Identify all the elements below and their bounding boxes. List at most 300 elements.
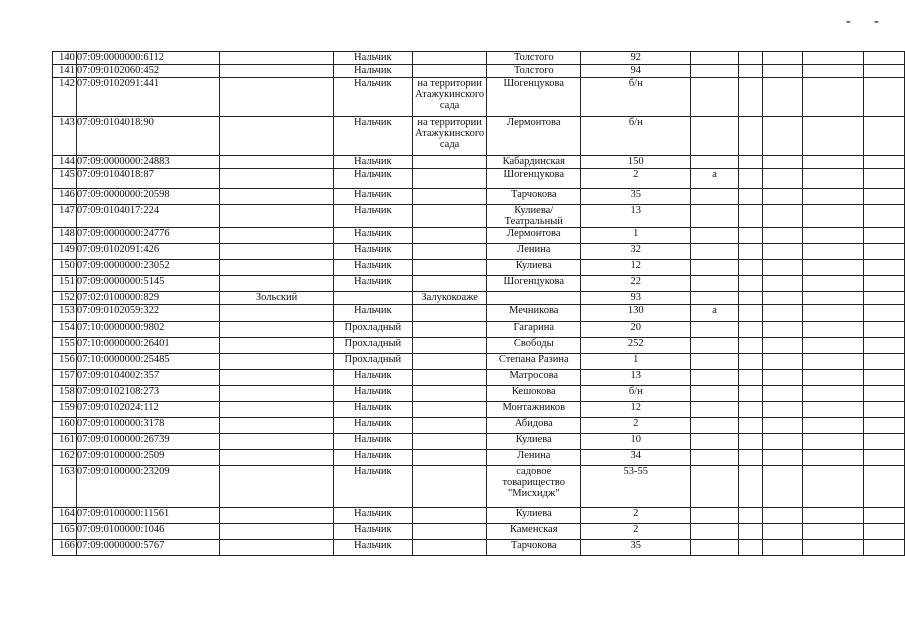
empty-cell: [863, 434, 904, 450]
empty-cell: [863, 386, 904, 402]
street-cell: Мечникова: [487, 305, 581, 322]
letter-cell: [691, 354, 739, 370]
table-row: [53, 52, 905, 65]
house-cell: 35: [581, 540, 691, 556]
row-number: 161: [53, 434, 77, 450]
city-cell: Нальчик: [333, 434, 412, 450]
table-row: [53, 524, 905, 540]
row-number: 156: [53, 354, 77, 370]
empty-cell: [863, 205, 904, 228]
house-cell: 1: [581, 354, 691, 370]
street-cell: Тарчокова: [487, 189, 581, 205]
letter-cell: [691, 540, 739, 556]
cadastral-number: 07:10:0000000:9802: [76, 322, 220, 338]
house-cell: 13: [581, 370, 691, 386]
street-cell: Ленина: [487, 450, 581, 466]
empty-cell: [863, 292, 904, 305]
empty-cell: [762, 52, 802, 65]
cadastral-number: 07:09:0100000:26739: [76, 434, 220, 450]
city-cell: Нальчик: [333, 52, 412, 65]
empty-cell: [802, 466, 863, 508]
row-number: 155: [53, 338, 77, 354]
city-cell: Нальчик: [333, 78, 412, 117]
row-number: 158: [53, 386, 77, 402]
district-cell: [220, 338, 333, 354]
city-cell: Нальчик: [333, 244, 412, 260]
empty-cell: [802, 418, 863, 434]
house-cell: 10: [581, 434, 691, 450]
empty-cell: [762, 338, 802, 354]
house-cell: 32: [581, 244, 691, 260]
table-row: [53, 322, 905, 338]
empty-cell: [863, 450, 904, 466]
empty-cell: [739, 205, 762, 228]
empty-cell: [802, 402, 863, 418]
cadastral-number: 07:09:0000000:5767: [76, 540, 220, 556]
city-cell: Нальчик: [333, 370, 412, 386]
house-cell: 12: [581, 260, 691, 276]
empty-cell: [802, 434, 863, 450]
settlement-cell: на территории Атажукинского сада: [413, 78, 487, 117]
row-number: 165: [53, 524, 77, 540]
house-cell: б/н: [581, 386, 691, 402]
row-number: 152: [53, 292, 77, 305]
street-cell: Шогенцукова: [487, 169, 581, 189]
street-cell: Кабардинская: [487, 156, 581, 169]
street-cell: Каменская: [487, 524, 581, 540]
empty-cell: [762, 78, 802, 117]
table-row: [53, 354, 905, 370]
empty-cell: [863, 169, 904, 189]
letter-cell: [691, 402, 739, 418]
settlement-cell: [413, 169, 487, 189]
table-row: [53, 156, 905, 169]
cadastral-number: 07:09:0102060:452: [76, 65, 220, 78]
table-row: [53, 466, 905, 508]
empty-cell: [739, 434, 762, 450]
empty-cell: [762, 260, 802, 276]
district-cell: [220, 78, 333, 117]
empty-cell: [863, 244, 904, 260]
empty-cell: [802, 228, 863, 244]
street-cell: Толстого: [487, 65, 581, 78]
table-row: [53, 418, 905, 434]
settlement-cell: [413, 260, 487, 276]
table-row: [53, 434, 905, 450]
settlement-cell: [413, 540, 487, 556]
letter-cell: [691, 450, 739, 466]
cadastral-number: 07:09:0102091:441: [76, 78, 220, 117]
city-cell: Нальчик: [333, 189, 412, 205]
empty-cell: [762, 65, 802, 78]
empty-cell: [739, 402, 762, 418]
row-number: 160: [53, 418, 77, 434]
city-cell: Нальчик: [333, 524, 412, 540]
empty-cell: [802, 540, 863, 556]
city-cell: Нальчик: [333, 205, 412, 228]
row-number: 162: [53, 450, 77, 466]
empty-cell: [863, 402, 904, 418]
row-number: 151: [53, 276, 77, 292]
settlement-cell: [413, 52, 487, 65]
house-cell: 92: [581, 52, 691, 65]
district-cell: [220, 354, 333, 370]
table-row: [53, 78, 905, 117]
city-cell: Прохладный: [333, 354, 412, 370]
empty-cell: [739, 354, 762, 370]
row-number: 142: [53, 78, 77, 117]
letter-cell: [691, 65, 739, 78]
city-cell: Нальчик: [333, 402, 412, 418]
letter-cell: [691, 508, 739, 524]
row-number: 146: [53, 189, 77, 205]
cadastral-number: 07:09:0104018:90: [76, 117, 220, 156]
table-row: [53, 189, 905, 205]
house-cell: 2: [581, 418, 691, 434]
cadastral-number: 07:09:0102024:112: [76, 402, 220, 418]
cadastral-number: 07:09:0000000:23052: [76, 260, 220, 276]
city-cell: Нальчик: [333, 65, 412, 78]
empty-cell: [762, 466, 802, 508]
district-cell: [220, 322, 333, 338]
street-cell: Кулиева: [487, 434, 581, 450]
district-cell: [220, 244, 333, 260]
empty-cell: [863, 276, 904, 292]
house-cell: 53-55: [581, 466, 691, 508]
settlement-cell: [413, 205, 487, 228]
district-cell: [220, 305, 333, 322]
street-cell: Абидова: [487, 418, 581, 434]
street-cell: Кешокова: [487, 386, 581, 402]
empty-cell: [802, 386, 863, 402]
table-row: [53, 117, 905, 156]
table-row: [53, 402, 905, 418]
table-row: [53, 228, 905, 244]
cadastral-number: 07:09:0102108:273: [76, 386, 220, 402]
empty-cell: [762, 228, 802, 244]
street-cell: [487, 292, 581, 305]
district-cell: [220, 508, 333, 524]
district-cell: [220, 156, 333, 169]
letter-cell: [691, 228, 739, 244]
empty-cell: [863, 354, 904, 370]
row-number: 147: [53, 205, 77, 228]
row-number: 164: [53, 508, 77, 524]
table-row: [53, 450, 905, 466]
empty-cell: [739, 508, 762, 524]
row-number: 150: [53, 260, 77, 276]
empty-cell: [863, 228, 904, 244]
empty-cell: [802, 370, 863, 386]
city-cell: Нальчик: [333, 466, 412, 508]
district-cell: [220, 418, 333, 434]
house-cell: 2: [581, 508, 691, 524]
city-cell: Нальчик: [333, 540, 412, 556]
empty-cell: [739, 370, 762, 386]
empty-cell: [739, 65, 762, 78]
district-cell: [220, 276, 333, 292]
letter-cell: а: [691, 305, 739, 322]
district-cell: [220, 228, 333, 244]
cadastral-number: 07:09:0000000:24883: [76, 156, 220, 169]
cadastral-number: 07:09:0104018:87: [76, 169, 220, 189]
empty-cell: [802, 508, 863, 524]
settlement-cell: [413, 524, 487, 540]
street-cell: Монтажников: [487, 402, 581, 418]
cadastral-number: 07:09:0000000:20598: [76, 189, 220, 205]
letter-cell: [691, 322, 739, 338]
street-cell: Кулиева/Театральный: [487, 205, 581, 228]
empty-cell: [802, 78, 863, 117]
house-cell: 150: [581, 156, 691, 169]
city-cell: Нальчик: [333, 260, 412, 276]
row-number: 157: [53, 370, 77, 386]
settlement-cell: на территории Атажукинского сада: [413, 117, 487, 156]
empty-cell: [762, 370, 802, 386]
street-cell: Кулиева: [487, 260, 581, 276]
row-number: 143: [53, 117, 77, 156]
empty-cell: [762, 450, 802, 466]
letter-cell: [691, 370, 739, 386]
empty-cell: [762, 189, 802, 205]
empty-cell: [739, 156, 762, 169]
row-number: 149: [53, 244, 77, 260]
settlement-cell: [413, 338, 487, 354]
house-cell: б/н: [581, 117, 691, 156]
table-row: [53, 244, 905, 260]
empty-cell: [863, 524, 904, 540]
cadastral-number: 07:09:0100000:3178: [76, 418, 220, 434]
letter-cell: [691, 52, 739, 65]
city-cell: Прохладный: [333, 338, 412, 354]
street-cell: Шогенцукова: [487, 78, 581, 117]
city-cell: Нальчик: [333, 276, 412, 292]
empty-cell: [762, 276, 802, 292]
table-row: [53, 65, 905, 78]
letter-cell: [691, 244, 739, 260]
empty-cell: [739, 117, 762, 156]
district-cell: [220, 434, 333, 450]
street-cell: Степана Разина: [487, 354, 581, 370]
table-row: [53, 292, 905, 305]
empty-cell: [802, 338, 863, 354]
empty-cell: [802, 260, 863, 276]
empty-cell: [762, 117, 802, 156]
house-cell: 130: [581, 305, 691, 322]
empty-cell: [863, 540, 904, 556]
settlement-cell: [413, 370, 487, 386]
empty-cell: [739, 292, 762, 305]
row-number: 159: [53, 402, 77, 418]
cadastral-number: 07:09:0102091:426: [76, 244, 220, 260]
cadastral-number: 07:09:0100000:2509: [76, 450, 220, 466]
empty-cell: [762, 169, 802, 189]
street-cell: Шогенцукова: [487, 276, 581, 292]
cadastral-number: 07:09:0000000:24776: [76, 228, 220, 244]
settlement-cell: [413, 402, 487, 418]
empty-cell: [739, 386, 762, 402]
empty-cell: [802, 244, 863, 260]
cadastral-number: 07:09:0100000:11561: [76, 508, 220, 524]
city-cell: Нальчик: [333, 450, 412, 466]
house-cell: 20: [581, 322, 691, 338]
empty-cell: [739, 276, 762, 292]
settlement-cell: [413, 466, 487, 508]
house-cell: 12: [581, 402, 691, 418]
empty-cell: [762, 508, 802, 524]
row-number: 148: [53, 228, 77, 244]
empty-cell: [802, 305, 863, 322]
house-cell: б/н: [581, 78, 691, 117]
empty-cell: [863, 370, 904, 386]
corner-mark: -: [846, 14, 851, 29]
empty-cell: [863, 189, 904, 205]
empty-cell: [802, 117, 863, 156]
empty-cell: [739, 338, 762, 354]
empty-cell: [762, 205, 802, 228]
house-cell: 1: [581, 228, 691, 244]
empty-cell: [762, 292, 802, 305]
street-cell: Ленина: [487, 244, 581, 260]
city-cell: Нальчик: [333, 117, 412, 156]
table-row: [53, 386, 905, 402]
cadastral-number: 07:09:0000000:6112: [76, 52, 220, 65]
letter-cell: [691, 338, 739, 354]
empty-cell: [802, 169, 863, 189]
empty-cell: [762, 418, 802, 434]
house-cell: 13: [581, 205, 691, 228]
letter-cell: [691, 434, 739, 450]
letter-cell: [691, 292, 739, 305]
empty-cell: [739, 466, 762, 508]
street-cell: Матросова: [487, 370, 581, 386]
cadastral-number: 07:09:0000000:5145: [76, 276, 220, 292]
empty-cell: [802, 205, 863, 228]
street-cell: Лермонтова: [487, 228, 581, 244]
row-number: 144: [53, 156, 77, 169]
table-row: [53, 276, 905, 292]
cadastral-number: 07:10:0000000:26401: [76, 338, 220, 354]
letter-cell: [691, 78, 739, 117]
empty-cell: [802, 156, 863, 169]
settlement-cell: [413, 450, 487, 466]
empty-cell: [802, 292, 863, 305]
empty-cell: [802, 276, 863, 292]
city-cell: Нальчик: [333, 386, 412, 402]
empty-cell: [762, 244, 802, 260]
settlement-cell: [413, 322, 487, 338]
empty-cell: [739, 418, 762, 434]
street-cell: Толстого: [487, 52, 581, 65]
empty-cell: [739, 169, 762, 189]
empty-cell: [762, 386, 802, 402]
row-number: 141: [53, 65, 77, 78]
empty-cell: [863, 52, 904, 65]
city-cell: Нальчик: [333, 305, 412, 322]
table-row: [53, 540, 905, 556]
table-row: [53, 508, 905, 524]
empty-cell: [863, 156, 904, 169]
table-row: [53, 305, 905, 322]
empty-cell: [802, 450, 863, 466]
corner-mark: -: [874, 14, 879, 29]
city-cell: [333, 292, 412, 305]
district-cell: [220, 402, 333, 418]
cadastral-number: 07:10:0000000:25485: [76, 354, 220, 370]
street-cell: Кулиева: [487, 508, 581, 524]
city-cell: Нальчик: [333, 418, 412, 434]
settlement-cell: [413, 354, 487, 370]
empty-cell: [802, 189, 863, 205]
empty-cell: [863, 322, 904, 338]
house-cell: 93: [581, 292, 691, 305]
settlement-cell: [413, 434, 487, 450]
row-number: 145: [53, 169, 77, 189]
house-cell: 35: [581, 189, 691, 205]
cadastral-number: 07:09:0100000:23209: [76, 466, 220, 508]
district-cell: [220, 117, 333, 156]
district-cell: [220, 169, 333, 189]
table-row: [53, 338, 905, 354]
letter-cell: [691, 189, 739, 205]
house-cell: 34: [581, 450, 691, 466]
empty-cell: [802, 524, 863, 540]
address-table: [52, 51, 905, 556]
settlement-cell: [413, 418, 487, 434]
city-cell: Нальчик: [333, 228, 412, 244]
city-cell: Нальчик: [333, 156, 412, 169]
empty-cell: [802, 65, 863, 78]
empty-cell: [739, 244, 762, 260]
settlement-cell: Залукокоаже: [413, 292, 487, 305]
empty-cell: [739, 260, 762, 276]
empty-cell: [739, 322, 762, 338]
district-cell: [220, 370, 333, 386]
row-number: 140: [53, 52, 77, 65]
empty-cell: [739, 52, 762, 65]
letter-cell: [691, 260, 739, 276]
empty-cell: [863, 117, 904, 156]
empty-cell: [863, 466, 904, 508]
district-cell: [220, 450, 333, 466]
empty-cell: [863, 65, 904, 78]
letter-cell: [691, 386, 739, 402]
district-cell: [220, 540, 333, 556]
empty-cell: [863, 305, 904, 322]
street-cell: Тарчокова: [487, 540, 581, 556]
empty-cell: [802, 354, 863, 370]
settlement-cell: [413, 276, 487, 292]
empty-cell: [762, 305, 802, 322]
empty-cell: [863, 260, 904, 276]
row-number: 163: [53, 466, 77, 508]
empty-cell: [762, 402, 802, 418]
empty-cell: [739, 305, 762, 322]
table-row: [53, 370, 905, 386]
house-cell: 252: [581, 338, 691, 354]
row-number: 153: [53, 305, 77, 322]
street-cell: Гагарина: [487, 322, 581, 338]
row-number: 154: [53, 322, 77, 338]
empty-cell: [863, 338, 904, 354]
letter-cell: [691, 418, 739, 434]
district-cell: [220, 205, 333, 228]
letter-cell: [691, 466, 739, 508]
settlement-cell: [413, 65, 487, 78]
empty-cell: [739, 189, 762, 205]
street-cell: Лермонтова: [487, 117, 581, 156]
district-cell: [220, 466, 333, 508]
